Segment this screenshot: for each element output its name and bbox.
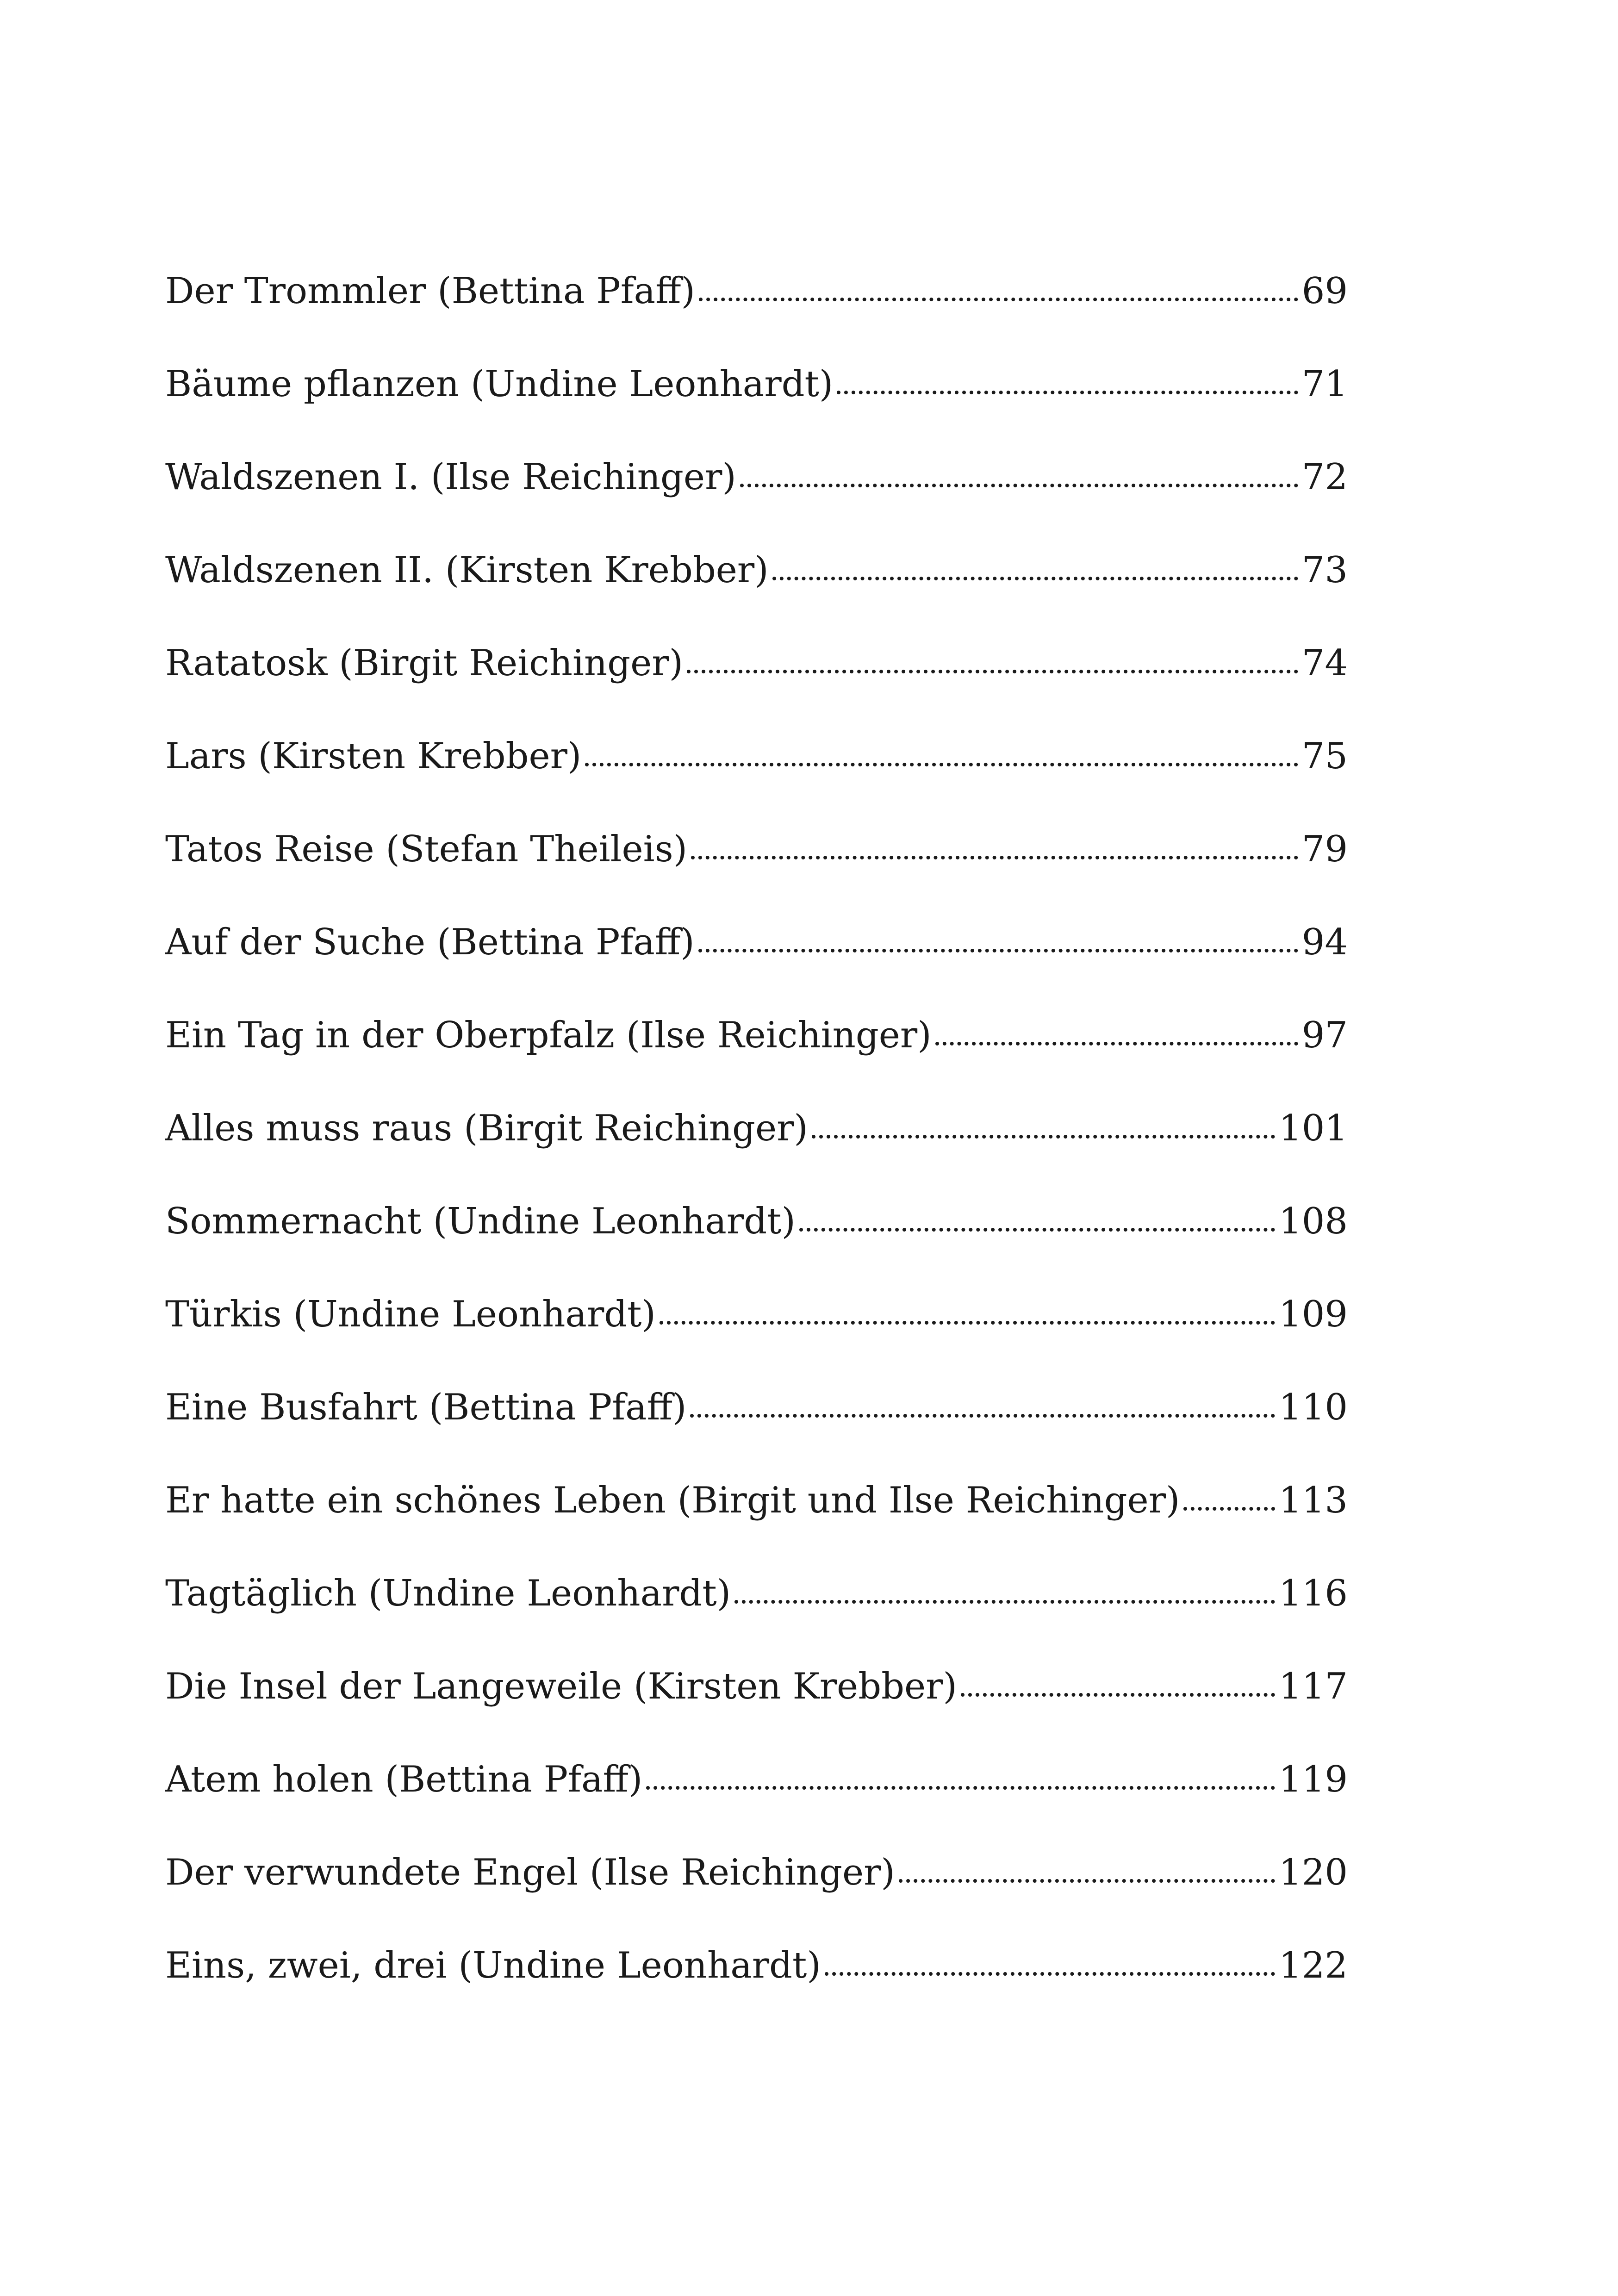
- toc-entry[interactable]: [165, 1203, 1348, 1296]
- toc-entry[interactable]: [165, 735, 1348, 831]
- toc-entry-page: 116: [1279, 1573, 1348, 1614]
- toc-entry[interactable]: [165, 1014, 1348, 1110]
- toc-entry-title: Atem holen (Bettina Pfaff): [165, 1759, 643, 1800]
- toc-entry-page: 94: [1301, 921, 1348, 963]
- toc-entry-page: 75: [1301, 735, 1348, 777]
- dot-leader: [740, 484, 1298, 487]
- toc-entry-title: Ratatosk (Birgit Reichinger): [165, 642, 684, 684]
- dot-leader: [691, 856, 1298, 859]
- toc-entry-title: Auf der Suche (Bettina Pfaff): [165, 921, 695, 963]
- table-of-contents: [165, 270, 1348, 2041]
- toc-entry-title: Alles muss raus (Birgit Reichinger): [165, 1108, 808, 1149]
- toc-entry[interactable]: [165, 549, 1348, 645]
- toc-entry-title: Die Insel der Langeweile (Kirsten Krebber): [165, 1666, 957, 1707]
- toc-entry[interactable]: [165, 1575, 1348, 1668]
- toc-entry-title: Eine Busfahrt (Bettina Pfaff): [165, 1387, 687, 1428]
- toc-entry[interactable]: [165, 1296, 1348, 1389]
- toc-entry[interactable]: [165, 1389, 1348, 1482]
- toc-entry-page: 72: [1301, 456, 1348, 498]
- dot-leader: [825, 1972, 1275, 1976]
- dot-leader: [585, 763, 1298, 766]
- toc-entry-title: Waldszenen II. (Kirsten Krebber): [165, 549, 769, 591]
- toc-entry[interactable]: [165, 1854, 1348, 1948]
- toc-entry-title: Er hatte ein schönes Leben (Birgit und Ilse Reichinger): [165, 1480, 1180, 1521]
- toc-entry-page: 120: [1279, 1852, 1348, 1893]
- toc-entry-title: Türkis (Undine Leonhardt): [165, 1294, 656, 1335]
- dot-leader: [699, 298, 1298, 301]
- dot-leader: [837, 391, 1298, 394]
- toc-entry-title: Der Trommler (Bettina Pfaff): [165, 270, 695, 312]
- toc-entry-page: 110: [1279, 1387, 1348, 1428]
- toc-entry-page: 79: [1301, 828, 1348, 870]
- toc-entry[interactable]: [165, 1482, 1348, 1575]
- toc-entry[interactable]: [165, 1761, 1348, 1854]
- toc-entry-title: Tagtäglich (Undine Leonhardt): [165, 1573, 731, 1614]
- dot-leader: [772, 577, 1298, 580]
- dot-leader: [799, 1228, 1275, 1232]
- dot-leader: [734, 1600, 1275, 1604]
- toc-entry-title: Lars (Kirsten Krebber): [165, 735, 582, 777]
- toc-entry-page: 69: [1301, 270, 1348, 312]
- dot-leader: [812, 1135, 1275, 1139]
- toc-entry-page: 108: [1279, 1201, 1348, 1242]
- toc-entry[interactable]: [165, 828, 1348, 924]
- toc-entry-title: Der verwundete Engel (Ilse Reichinger): [165, 1852, 895, 1893]
- toc-entry[interactable]: [165, 642, 1348, 738]
- toc-entry-title: Eins, zwei, drei (Undine Leonhardt): [165, 1945, 821, 1986]
- dot-leader: [687, 670, 1298, 673]
- toc-entry-page: 122: [1279, 1945, 1348, 1986]
- dot-leader: [961, 1693, 1275, 1697]
- toc-entry-page: 74: [1301, 642, 1348, 684]
- toc-entry-page: 113: [1279, 1480, 1348, 1521]
- toc-entry[interactable]: [165, 1945, 1348, 2041]
- dot-leader: [935, 1042, 1298, 1045]
- toc-entry-title: Bäume pflanzen (Undine Leonhardt): [165, 363, 834, 405]
- dot-leader: [690, 1414, 1275, 1418]
- toc-entry-page: 101: [1279, 1108, 1348, 1149]
- toc-entry[interactable]: [165, 1110, 1348, 1203]
- toc-entry[interactable]: [165, 1668, 1348, 1761]
- dot-leader: [899, 1879, 1275, 1883]
- dot-leader: [646, 1786, 1275, 1790]
- toc-entry[interactable]: [165, 456, 1348, 552]
- toc-entry-page: 73: [1301, 549, 1348, 591]
- toc-entry[interactable]: [165, 363, 1348, 459]
- toc-entry[interactable]: [165, 270, 1348, 366]
- dot-leader: [698, 949, 1298, 952]
- toc-entry-title: Sommernacht (Undine Leonhardt): [165, 1201, 796, 1242]
- toc-entry-page: 71: [1301, 363, 1348, 405]
- toc-entry-title: Waldszenen I. (Ilse Reichinger): [165, 456, 736, 498]
- dot-leader: [1183, 1507, 1275, 1511]
- toc-entry-page: 119: [1279, 1759, 1348, 1800]
- toc-entry[interactable]: [165, 921, 1348, 1017]
- toc-entry-title: Ein Tag in der Oberpfalz (Ilse Reichinger): [165, 1014, 932, 1056]
- toc-entry-page: 97: [1301, 1014, 1348, 1056]
- toc-entry-title: Tatos Reise (Stefan Theileis): [165, 828, 688, 870]
- toc-entry-page: 109: [1279, 1294, 1348, 1335]
- dot-leader: [660, 1321, 1275, 1325]
- toc-entry-page: 117: [1279, 1666, 1348, 1707]
